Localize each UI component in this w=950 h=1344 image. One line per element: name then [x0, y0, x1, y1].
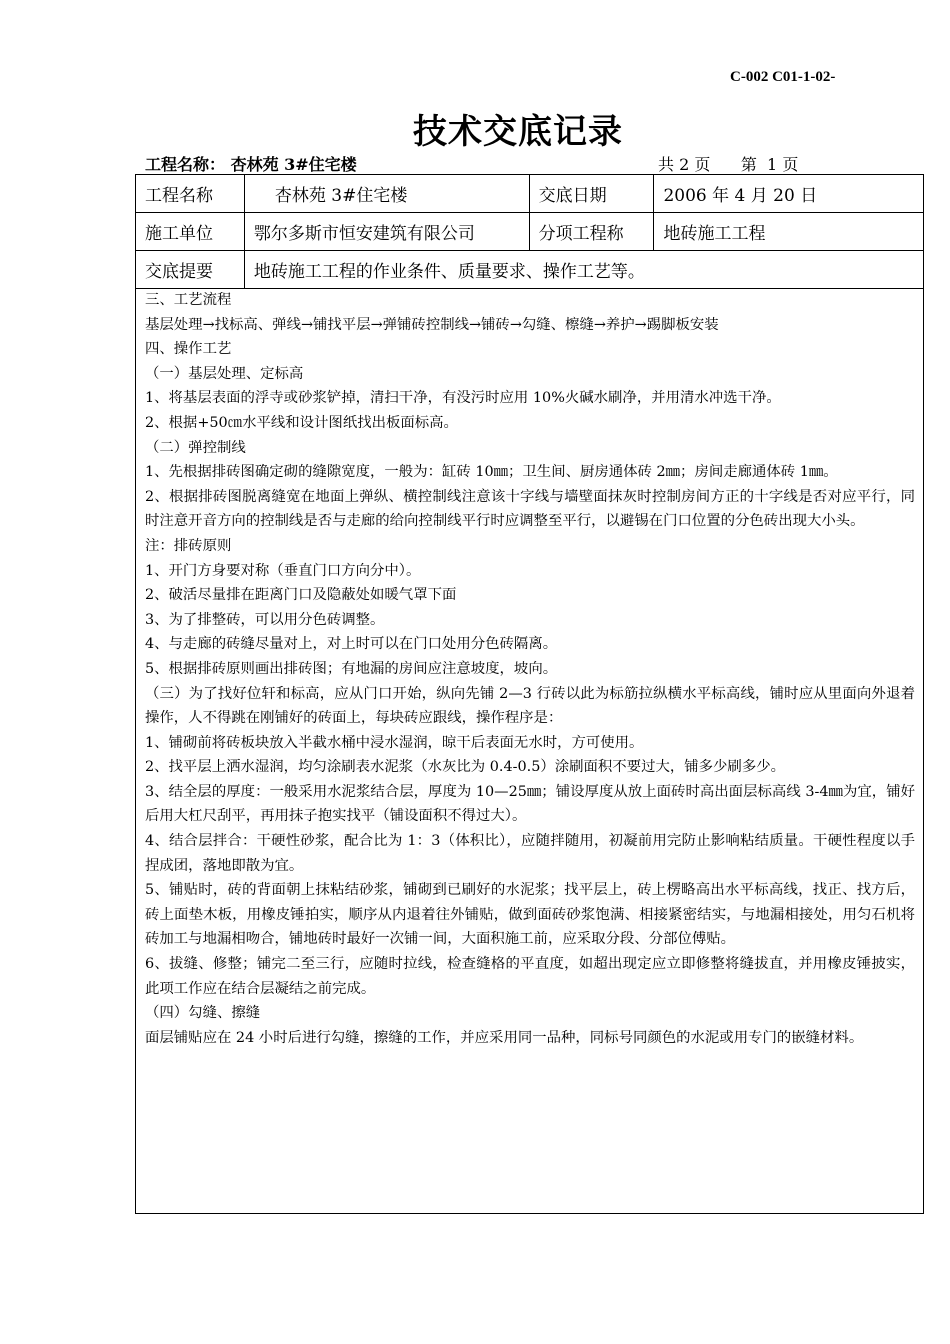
content-line: 2、破活尽量排在距离门口及隐蔽处如暖气罩下面 — [145, 587, 457, 604]
subproject-label: 分项工程称 — [529, 213, 654, 251]
header-row — [136, 251, 924, 289]
page-count — [658, 152, 798, 175]
content-line: 注：排砖原则 — [145, 537, 232, 554]
header-row — [136, 213, 924, 251]
content-line: 2、根据排砖图脱离缝宽在地面上弹纵、横控制线注意该十字线与墙壁面抹灰时控制房间方正的十字线是否对应平行，同时注意开音方向的控制线是否与走廊的给向控制线平行时应调整至平行，以避锡在门口位置的分色砖出现大小头。 — [145, 488, 915, 530]
content-line: 2、找平层上洒水湿润，均匀涂刷表水泥浆（水灰比为 0.4-0.5）涂刷面积不要过大，铺多少刷多少。 — [145, 759, 785, 776]
content-line: （三）为了找好位轩和标高，应从门口开始，纵向先铺 2—3 行砖以此为标筋拉纵横水平标高线，铺时应从里面向外退着操作，人不得跳在刚铺好的砖面上，每块砖应跟线，操作程序是： — [145, 685, 915, 727]
content-line: 四、操作工艺 — [145, 341, 232, 358]
page-title: 技术交底记录 — [413, 112, 623, 152]
summary-label: 交底提要 — [136, 251, 245, 289]
header-row — [136, 175, 924, 213]
content-line: 5、铺贴时，砖的背面朝上抹粘结砂浆，铺砌到已刷好的水泥浆；找平层上，砖上楞略高出水平标高线，找正、找方后，砖上面垫木板，用橡皮锤拍实，顺序从内退着往外铺贴，做到面砖砂浆饱满、相接紧密结实，与地漏相接处，用匀石机将砖加工与地漏相吻合，铺地砖时最好一次铺一间，大面积施工前，应采取分段、分部位傅贴。 — [145, 882, 915, 948]
date-value: 2006 年 4 月 20 日 — [654, 175, 924, 213]
content-line: 3、为了排整砖，可以用分色砖调整。 — [145, 611, 385, 628]
project-name-label: 工程名称 — [136, 175, 245, 213]
total-pages: 共 2 页 — [658, 155, 711, 174]
content-line: 2、根据+50㎝水平线和设计图纸找出板面标高。 — [145, 414, 458, 431]
content-line: 面层铺贴应在 24 小时后进行勾缝，擦缝的工作，并应采用同一品种，同标号同颜色的水泥或用专门的嵌缝材料。 — [145, 1029, 864, 1046]
unit-label: 施工单位 — [136, 213, 245, 251]
content-line: 1、开门方身要对称（垂直门口方向分中）。 — [145, 562, 421, 579]
content-line: 基层处理→找标高、弹线→铺找平层→弹铺砖控制线→铺砖→勾缝、檫缝→养护→踢脚板安装 — [145, 316, 719, 333]
content-line: 4、与走廊的砖缝尽量对上，对上时可以在门口处用分色砖隔离。 — [145, 636, 558, 653]
subproject-value: 地砖施工工程 — [654, 213, 924, 251]
content-line: 1、先根据排砖图确定砌的缝隙宽度，一般为：缸砖 10㎜；卫生间、厨房通体砖 2㎜；房间走廊通体砖 1㎜。 — [145, 464, 838, 481]
header-table — [135, 174, 924, 289]
document-number: C-002 C01-1-02- — [730, 69, 836, 85]
content-line: （二）弹控制线 — [145, 439, 246, 456]
content-line: （四）勾缝、擦缝 — [145, 1005, 261, 1022]
current-page: 第 1 页 — [740, 155, 799, 174]
date-label: 交底日期 — [529, 175, 654, 213]
project-name-value: 杏林苑 3#住宅楼 — [244, 175, 529, 213]
content-line: （一）基层处理、定标高 — [145, 365, 304, 382]
content-line: 三、工艺流程 — [145, 292, 232, 308]
content-line: 1、将基层表面的浮寺或砂浆铲掉，清扫干净，有没污时应用 10%火碱水刷净，并用清水冲选干净。 — [145, 390, 781, 407]
summary-value: 地砖施工工程的作业条件、质量要求、操作工艺等。 — [244, 251, 923, 289]
content-body — [135, 284, 924, 1214]
content-line: 4、结合层拌合：干硬性砂浆，配合比为 1：3（体积比），应随拌随用，初凝前用完防止影响粘结质量。干硬性程度以手捏成团，落地即散为宜。 — [145, 833, 915, 874]
content-line: 3、结全层的厚度：一般采用水泥浆结合层，厚度为 10—25㎜；铺设厚度从放上面砖时高出面层标高线 3-4㎜为宜，铺好后用大杠尺刮平，再用抹子抱实找平（铺设面积不得过大）。 — [145, 783, 915, 825]
content-line: 6、拔缝、修整；铺完二至三行，应随时拉线，检查缝格的平直度，如超出现定应立即修整将缝拔直，并用橡皮锤披实，此项工作应在结合层凝结之前完成。 — [145, 956, 915, 997]
project-name-line: 工程名称： 杏林苑 3#住宅楼 — [145, 155, 357, 174]
content-line: 5、根据排砖原则画出排砖图；有地漏的房间应注意坡度，坡向。 — [145, 660, 558, 677]
unit-value: 鄂尔多斯市恒安建筑有限公司 — [244, 213, 529, 251]
content-line: 1、铺砌前将砖板块放入半截水桶中浸水湿润，晾干后表面无水时，方可使用。 — [145, 734, 644, 751]
